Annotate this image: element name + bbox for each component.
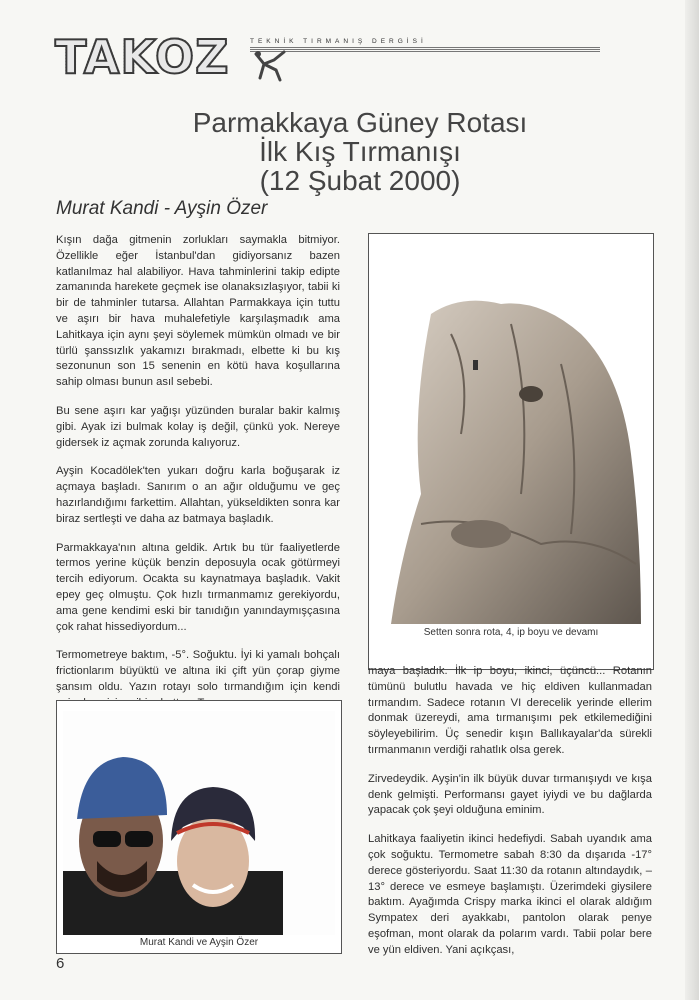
header-rule: [250, 47, 600, 53]
article-authors: Murat Kandi - Ayşin Özer: [56, 198, 268, 219]
portrait-photo-caption: Murat Kandi ve Ayşin Özer: [139, 937, 259, 948]
paragraph: Ayşin Kocadölek'ten yukarı doğru karla boğuşarak iz açmaya başladı. Sanırım o an ağır olduğumu ve geç hazırlandığımı farkettim. Allahtan, yükseldikten sonra kar biraz sertleşti ve daha az batmaya başladık.: [56, 465, 340, 525]
paragraph: maya başladık. İlk ip boyu, ikinci, üçüncü... Rotanın tümünü bulutlu havada ve hiç eldiven kullanmadan tırmandım. Sadece rotanın VI derecelik yerinde ellerim donmak üzereydi, ama tırmanışımı pek etkilemediğini söyleyebilirim. Üç senedir kışın Ballıkayalar'da sürekli tırmanmanın verdiği rahatlık olsa gerek.: [368, 665, 652, 756]
portrait-photo: [56, 700, 342, 954]
paragraph: Zirvedeydik. Ayşin'in ilk büyük duvar tırmanışıydı ve kışa denk gelmişti. Performansı gayet iyiydi ve bu dağlarda yapacak çok şeyi olduğuna eminim.: [368, 772, 652, 817]
page-edge-shadow: [685, 0, 699, 1000]
title-line-1: Parmakkaya Güney Rotası: [192, 107, 528, 138]
logo-text: TAKOZ: [55, 34, 250, 80]
climber-icon: [250, 50, 292, 82]
magazine-tagline: TEKNİK TIRMANIŞ DERGİSİ: [250, 38, 427, 45]
paragraph: Bu sene aşırı kar yağışı yüzünden buralar bakir kalmış gibi. Ayak izi bulmak kolay iş değil, çünkü yok. Nereye gidersek iz açmak zorunda kalıyoruz.: [56, 404, 340, 449]
rock-photo: [368, 233, 654, 670]
title-line-2: İlk Kış Tırmanışı: [259, 136, 461, 167]
paragraph: Lahitkaya faaliyetin ikinci hedefiydi. Sabah uyandık ama çok soğuktu. Termometre sabah 8:30 da dışarıda -17° derece gösteriyordu. Saat 11:30 da rotanın altındaydık, –13° derece ve esmeye başlamıştı. Üzerimdeki giysilere baktım. Ayağımda Crispy marka ikinci el olarak aldığım Sympatex deri ayakkabı, pantolon olarak penye eşofman, mont olarak da polarım vardı. Tabii polar bere ve yün eldiven. Yani açıkçası,: [368, 833, 652, 956]
rock-image: [391, 294, 641, 624]
paragraph: Termometreye baktım, -5°. Soğuktu. İyi ki yamalı bohçalı frictionlarım büyüktü ve altına iki çift yün çorap giyme şansım oldu. Yazın rotayı solo tırmandığım için kendi: [56, 649, 340, 693]
paragraph: Kışın dağa gitmenin zorlukları saymakla bitmiyor. Özellikle eğer İstanbul'dan gidiyorsanız bazen katlanılmaz hal alabiliyor. Hava tahminlerini takip edipte zamanında harekete geçmek ise olanaksızlaşıyor, tabii ki bir de tahminler tutarsa. Allahtan Parmakkaya için tuttu ve aşırı bir hava muhalefetiyle karşılaşmadık ama Lahitkaya için aynı şeyi söylemek mümkün olmadı ve bir türlü şanssızlık yakamızı bırakmadı, elbette ki bu kış sezonunun son 15 senenin en kötü hava koşullarına sahip olması bunun asıl sebebi.: [56, 234, 340, 389]
left-column: [56, 233, 340, 725]
right-column: [368, 664, 652, 972]
title-line-3: (12 Şubat 2000): [259, 165, 461, 196]
article-title: [150, 108, 570, 195]
magazine-logo: [55, 30, 250, 84]
portrait-image: [63, 711, 335, 935]
paragraph: Parmakkaya'nın altına geldik. Artık bu tür faaliyetlerde termos yerine küçük benzin deposuyla ocak götürmeyi tercih ediyorum. Ocakta su kaynatmaya başladık. Vakit epey geç olmuştu. Çok hızlı tırmanmamız gerekiyordu, ama gene kendimi eski bir tanıdığın yanındaymışçasına çok rahat hissediyordum...: [56, 541, 340, 633]
rock-photo-caption: Setten sonra rota, 4, ip boyu ve devamı: [423, 627, 599, 638]
page-number: 6: [56, 955, 65, 972]
